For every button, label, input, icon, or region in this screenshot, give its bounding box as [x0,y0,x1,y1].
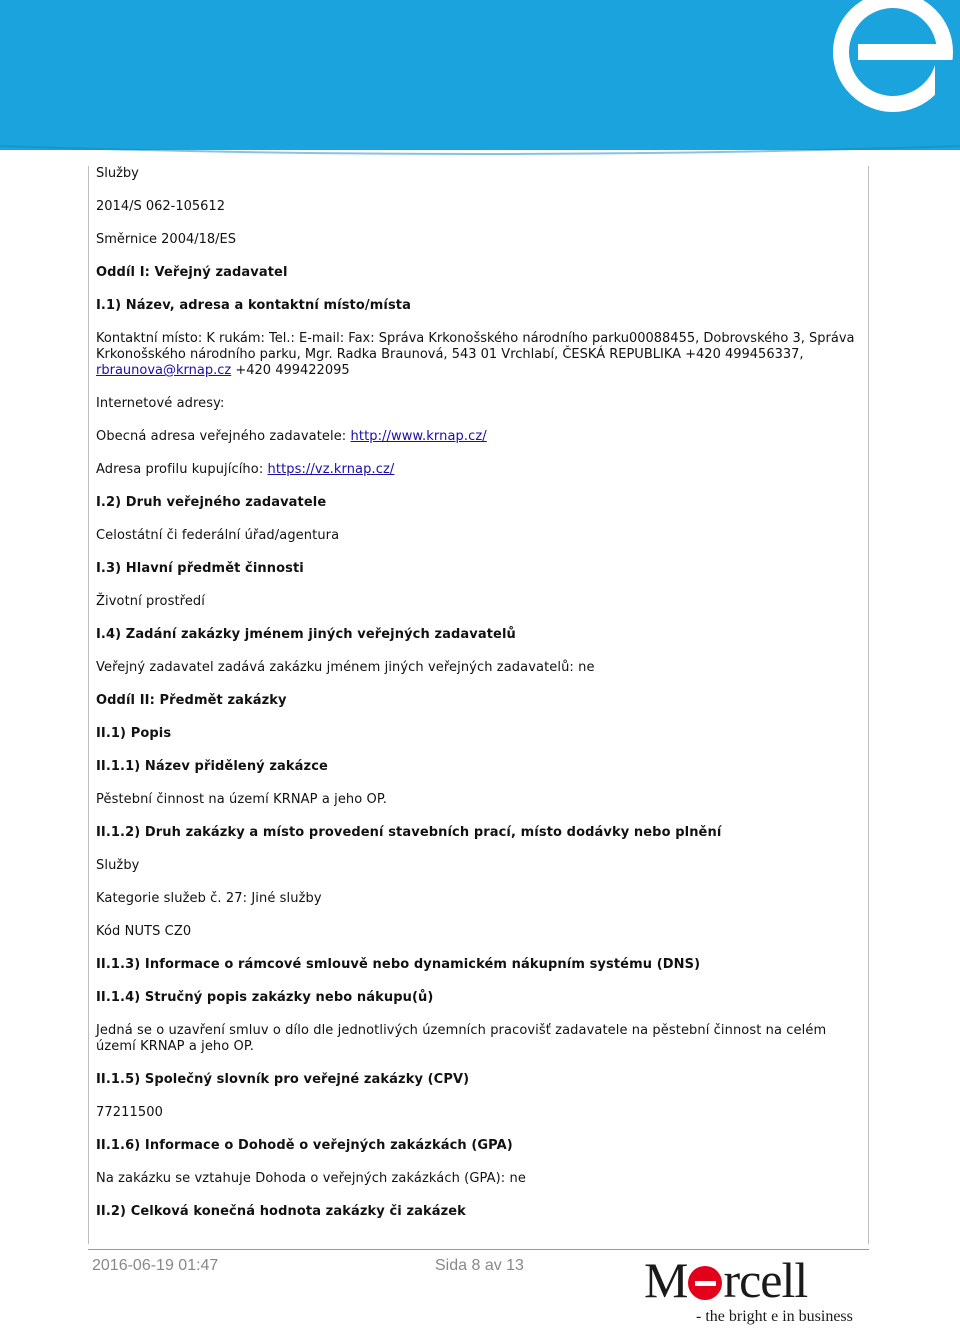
logo-e-icon [688,1266,722,1300]
footer-divider [88,1249,869,1250]
buyer-profile-row [96,462,394,478]
banner-graphic [0,0,960,162]
header-banner [0,0,960,162]
subsection-heading: II.1.6) Informace o Dohodě o veřejných zakázkách (GPA) [96,1138,513,1153]
subsection-heading: II.1.2) Druh zakázky a místo provedení stavebních prací, místo dodávky nebo plnění [96,825,722,840]
section-heading: Oddíl I: Veřejný zadavatel [96,265,288,280]
subsection-heading: II.1.3) Informace o rámcové smlouvě nebo dynamickém nákupním systému (DNS) [96,957,701,972]
section-heading: Oddíl II: Předmět zakázky [96,693,287,708]
subsection-heading: II.1.1) Název přidělený zakázce [96,759,328,774]
general-address-row [96,429,487,445]
directive: Směrnice 2004/18/ES [96,232,237,247]
contract-title: Pěstební činnost na území KRNAP a jeho OP. [96,792,388,807]
general-address-label: Obecná adresa veřejného zadavatele: [96,429,351,444]
contact-paragraph [96,331,856,379]
page-frame-left [88,166,89,1244]
page-frame-right [868,166,869,1244]
e-logo-icon [833,0,960,112]
nuts-code: Kód NUTS CZ0 [96,924,192,939]
subsection-heading: II.1.5) Společný slovník pro veřejné zakázky (CPV) [96,1072,470,1087]
buyer-profile-link[interactable]: https://vz.krnap.cz/ [267,462,395,477]
subsection-heading: I.4) Zadání zakázky jménem jiných veřejných zadavatelů [96,627,516,642]
contract-type-value: Služby [96,858,140,873]
footer-page-number: Sida 8 av 13 [435,1257,524,1274]
internet-addresses-label: Internetové adresy: [96,396,225,411]
subsection-heading: II.2) Celková konečná hodnota zakázky či zakázek [96,1204,466,1219]
subsection-heading: I.1) Název, adresa a kontaktní místo/místa [96,298,411,313]
subsection-heading: II.1.4) Stručný popis zakázky nebo nákupu(ů) [96,990,434,1005]
marcell-logo [644,1254,864,1326]
subsection-heading: I.3) Hlavní předmět činnosti [96,561,304,576]
buyer-profile-label: Adresa profilu kupujícího: [96,462,268,477]
footer-date: 2016-06-19 01:47 [92,1257,219,1274]
subsection-heading: II.1) Popis [96,726,172,741]
gpa-statement: Na zakázku se vztahuje Dohoda o veřejných zakázkách (GPA): ne [96,1171,526,1186]
notice-number: 2014/S 062-105612 [96,199,225,214]
cpv-code: 77211500 [96,1105,163,1120]
authority-type: Celostátní či federální úřad/agentura [96,528,340,543]
logo-tagline: - the bright e in business [696,1308,853,1325]
general-address-link[interactable]: http://www.krnap.cz/ [350,429,487,444]
contact-fax: +420 499422095 [231,363,350,378]
on-behalf-statement: Veřejný zadavatel zadává zakázku jménem jiných veřejných zadavatelů: ne [96,660,595,675]
main-activity: Životní prostředí [96,594,206,609]
short-description: Jedná se o uzavření smluv o dílo dle jednotlivých územních pracovišť zadavatele na pěstební činnost na celém území KRNAP a jeho OP. [96,1023,827,1054]
service-category: Kategorie služeb č. 27: Jiné služby [96,891,322,906]
email-link[interactable]: rbraunova@krnap.cz [96,363,232,378]
subsection-heading: I.2) Druh veřejného zadavatele [96,495,327,510]
logo-wordmark: M rcell [644,1252,808,1308]
contact-text: Kontaktní místo: K rukám: Tel.: E-mail: Fax: Správa Krkonošského národního parku00088455, Dobrovského 3, Správa Krkonošského národního parku, Mgr. Radka Braunová, 543 01 Vrchlabí, ČESKÁ REPUBLIKA +420 499456337, [96,331,855,362]
contract-type: Služby [96,166,139,181]
